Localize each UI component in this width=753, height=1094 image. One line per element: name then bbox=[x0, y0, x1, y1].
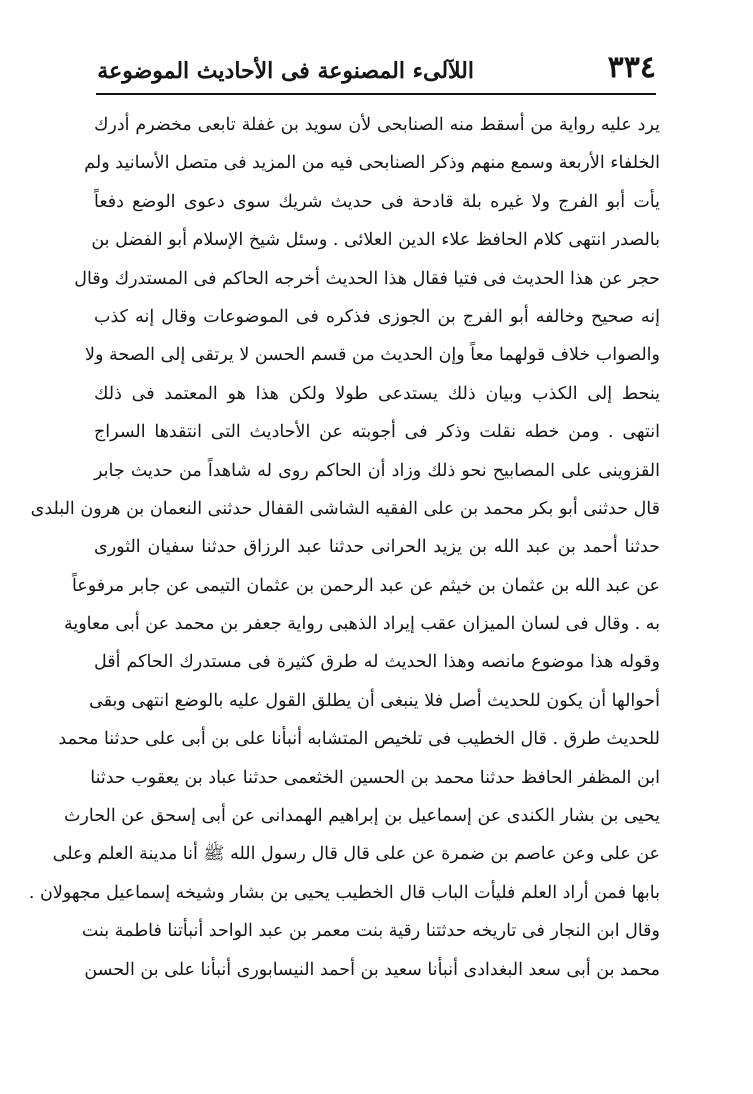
text-line: محمد بن أبى سعد البغدادى أنبأنا سعيد بن أحمد النيسابورى أنبأنا على بن الحسن bbox=[84, 959, 660, 980]
text-line: الخلفاء الأربعة وسمع منهم وذكر الصنابحى فيه من المزيد فى متصل الأسانيد ولم bbox=[84, 153, 660, 174]
text-line: عن عبد الله بن عثمان بن خيثم عن عبد الرحمن بن عثمان التيمى عن جابر مرفوعاً bbox=[71, 575, 660, 596]
text-line: وقال ابن النجار فى تاريخه حدثتنا رقية بنت معمر بن عبد الواحد أنبأتنا فاطمة بنت bbox=[81, 921, 660, 942]
text-line: انتهى . ومن خطه نقلت وذكر فى أجوبته عن الأحاديث التى انتقدها السراج bbox=[94, 422, 660, 443]
text-line: عن على وعن عاصم بن ضمرة عن على قال قال رسول الله ﷺ أنا مدينة العلم وعلى bbox=[52, 844, 660, 865]
running-title: اللآلىء المصنوعة فى الأحاديث الموضوعة bbox=[97, 58, 474, 84]
text-line: يأت أبو الفرج ولا غيره بلة قادحة فى حديث شريك سوى دعوى الوضع دفعاً bbox=[94, 191, 660, 212]
text-line: به . وقال فى لسان الميزان عقب إيراد الذهبى رواية جعفر بن محمد عن أبى معاوية bbox=[63, 614, 660, 635]
header-rule bbox=[96, 93, 656, 95]
text-line: قال حدثنى أبو بكر محمد بن على الفقيه الشاشى القفال حدثنى النعمان بن هرون البلدى bbox=[30, 498, 660, 519]
page-number: ٣٣٤ bbox=[607, 50, 656, 85]
text-line: يرد عليه رواية من أسقط منه الصنابحى لأن سويد بن غفلة تابعى مخضرم أدرك bbox=[94, 115, 660, 135]
text-line: للحديث طرق . قال الخطيب فى تلخيص المتشابه أنبأنا على بن أبى على حدثنا محمد bbox=[58, 729, 660, 750]
page-header bbox=[96, 44, 656, 94]
text-line: حدثنا أحمد بن عبد الله بن يزيد الحرانى حدثنا عبد الرزاق حدثنا سفيان الثورى bbox=[94, 537, 660, 558]
text-line: أحوالها أن يكون للحديث أصل فلا ينبغى أن يطلق القول عليه بالوضع انتهى وبقى bbox=[89, 690, 660, 711]
text-line: والصواب خلاف قولهما معاً وإن الحديث من قسم الحسن لا يرتقى إلى الصحة ولا bbox=[84, 345, 660, 366]
text-line: وقوله هذا موضوع مانصه وهذا الحديث له طرق كثيرة فى مستدرك الحاكم أقل bbox=[94, 652, 660, 673]
text-line: ابن المظفر الحافظ حدثنا محمد بن الحسين الخثعمى حدثنا عباد بن يعقوب حدثنا bbox=[90, 767, 660, 788]
body-text bbox=[28, 106, 660, 989]
text-line: إنه صحيح وخالفه أبو الفرج بن الجوزى فذكره فى الموضوعات وقال إنه كذب bbox=[94, 306, 660, 327]
text-line: حجر عن هذا الحديث فى فتيا فقال هذا الحديث أخرجه الحاكم فى المستدرك وقال bbox=[74, 268, 660, 289]
text-line: بابها فمن أراد العلم فليأت الباب قال الخطيب يحيى بن بشار وشيخه إسماعيل مجهولان . bbox=[28, 882, 660, 903]
text-line: يحيى بن بشار الكندى عن إسماعيل بن إبراهيم الهمدانى عن أبى إسحق عن الحارث bbox=[63, 806, 660, 827]
text-line: القزوينى على المصابيح نحو ذلك وزاد أن الحاكم روى له شاهداً من حديث جابر bbox=[94, 460, 660, 481]
text-line: ينحط إلى الكذب وبيان ذلك يستدعى طولا ولكن هذا هو المعتمد فى ذلك bbox=[94, 383, 660, 404]
text-line: بالصدر انتهى كلام الحافظ علاء الدين العلائى . وسئل شيخ الإسلام أبو الفضل بن bbox=[91, 230, 660, 251]
